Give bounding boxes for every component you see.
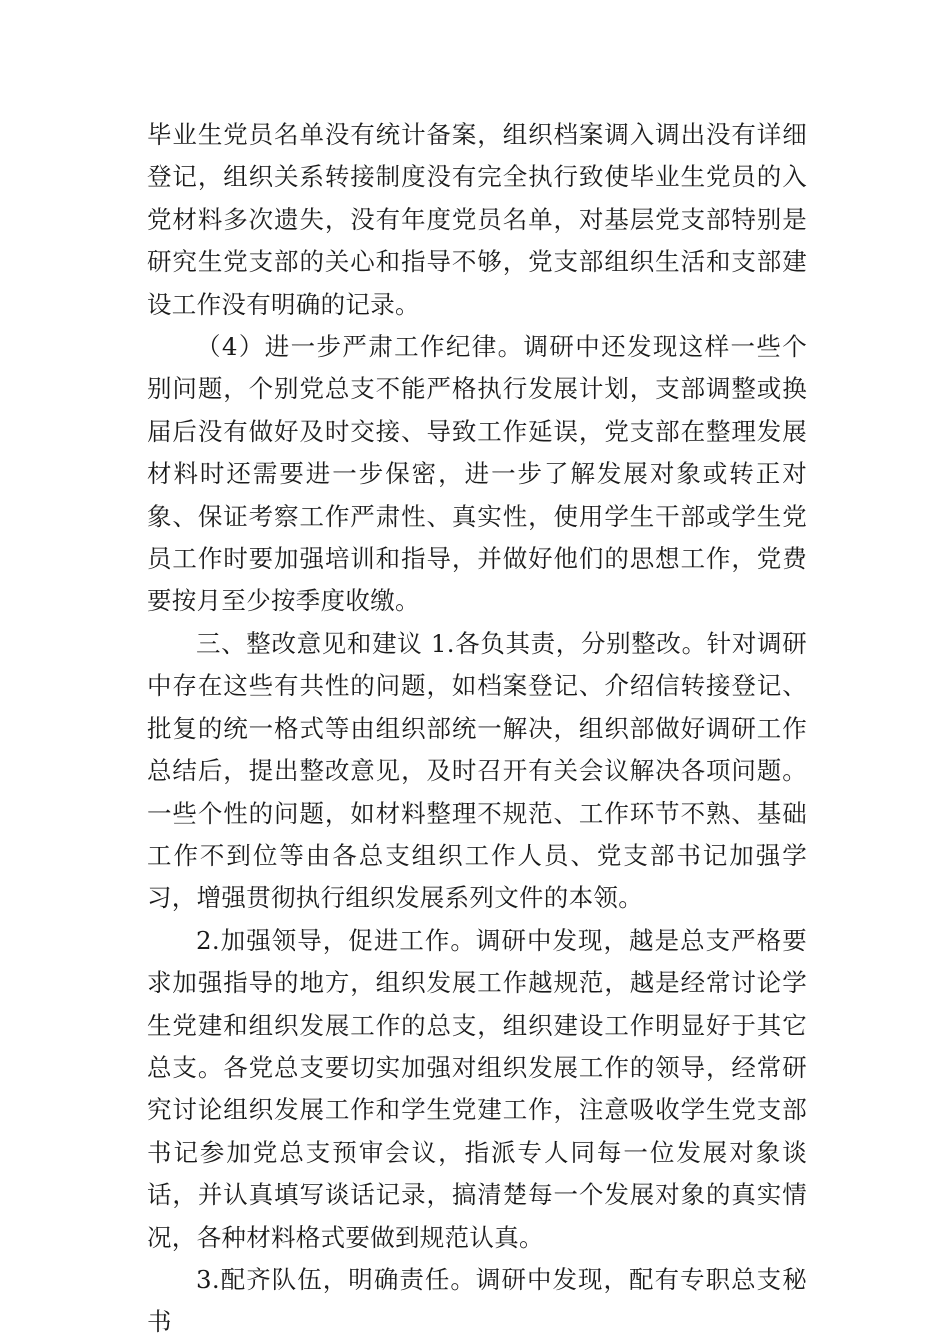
paragraph-2: （4）进一步严肃工作纪律。调研中还发现这样一些个别问题，个别党总支不能严格执行发展计划，支部调整或换届后没有做好及时交接、导致工作延误，党支部在整理发展材料时还需要进一步保密，进一步了解发展对象或转正对象、保证考察工作严肃性、真实性，使用学生干部或学生党员工作时要加强培训和指导，并做好他们的思想工作，党费要按月至少按季度收缴。 <box>147 332 807 616</box>
paragraph-3: 三、整改意见和建议 1.各负其责，分别整改。针对调研中存在这些有共性的问题，如档案登记、介绍信转接登记、批复的统一格式等由组织部统一解决，组织部做好调研工作总结后，提出整改意见，及时召开有关会议解决各项问题。一些个性的问题，如材料整理不规范、工作环节不熟、基础工作不到位等由各总支组织工作人员、党支部书记加强学习，增强贯彻执行组织发展系列文件的本领。 <box>147 628 807 913</box>
paragraph-4: 2.加强领导，促进工作。调研中发现，越是总支严格要求加强指导的地方，组织发展工作越规范，越是经常讨论学生党建和组织发展工作的总支，组织建设工作明显好于其它总支。各党总支要切实加强对组织发展工作的领导，经常研究讨论组织发展工作和学生党建工作，注意吸收学生党支部书记参加党总支预审会议，指派专人同每一位发展对象谈话，并认真填写谈话记录，搞清楚每一个发展对象的真实情况，各种材料格式要做到规范认真。 <box>147 925 807 1252</box>
document-body <box>147 114 807 1344</box>
paragraph-5: 3.配齐队伍，明确责任。调研中发现，配有专职总支秘书 <box>147 1264 807 1337</box>
paragraph-1: 毕业生党员名单没有统计备案，组织档案调入调出没有详细登记，组织关系转接制度没有完全执行致使毕业生党员的入党材料多次遗失，没有年度党员名单，对基层党支部特别是研究生党支部的关心和指导不够，党支部组织生活和支部建设工作没有明确的记录。 <box>147 120 807 319</box>
